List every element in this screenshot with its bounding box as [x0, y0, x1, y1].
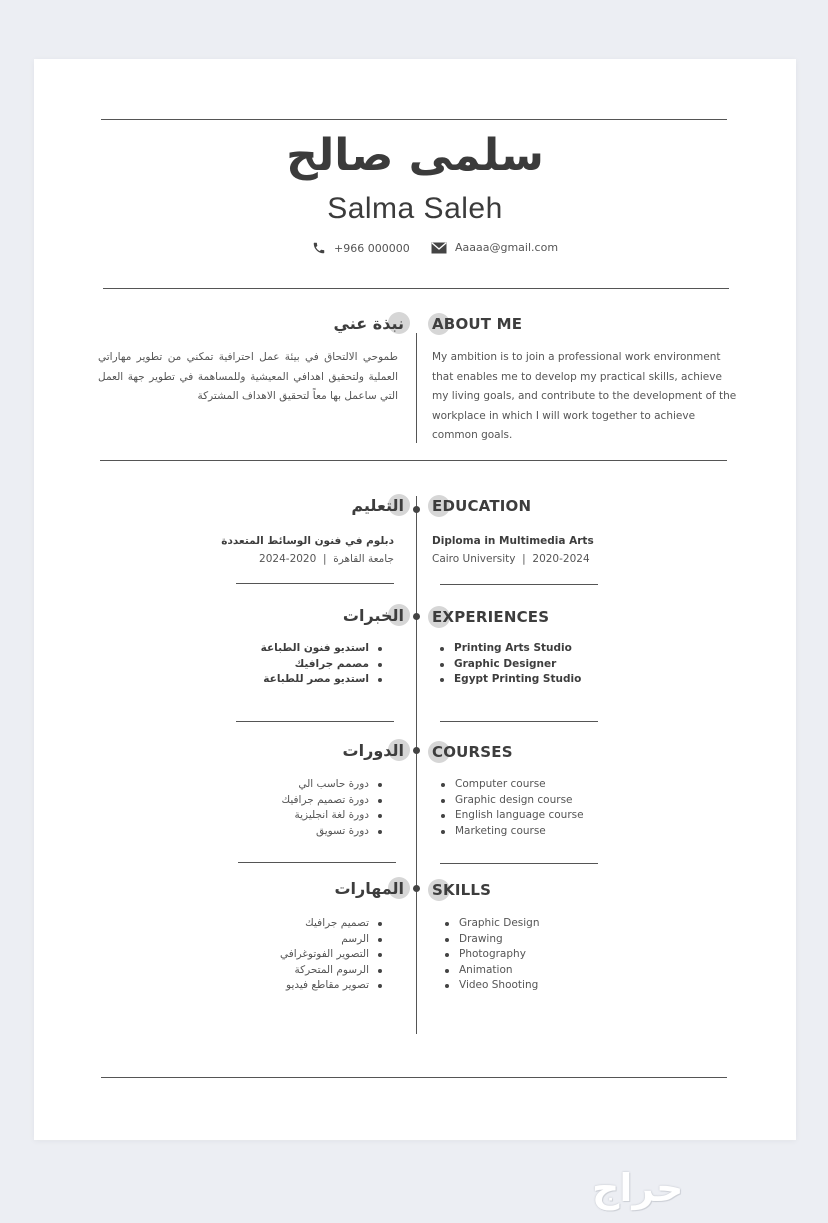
list-item: Drawing	[443, 932, 540, 948]
timeline-dot	[413, 506, 420, 513]
school-en: Cairo University | 2020-2024	[432, 553, 590, 565]
bottom-divider	[101, 1077, 727, 1078]
list-item: دورة تسويق	[282, 824, 385, 840]
education-title-ar: التعليم	[351, 496, 404, 515]
list-item: English language course	[439, 808, 584, 824]
resume-page	[34, 59, 796, 1140]
list-item: تصوير مقاطع فيديو	[280, 978, 384, 994]
divider	[236, 721, 394, 722]
email-contact	[431, 241, 558, 254]
degree-ar: دبلوم في فنون الوسائط المتعددة	[221, 535, 394, 547]
courses-title-ar: الدورات	[343, 741, 404, 760]
list-item: Animation	[443, 963, 540, 979]
about-title-ar: نبذة عني	[334, 314, 404, 333]
list-item: Computer course	[439, 777, 584, 793]
list-item: Graphic Design	[443, 916, 540, 932]
timeline-dot	[413, 747, 420, 754]
skills-list-ar	[280, 916, 384, 994]
list-item: Graphic Designer	[438, 657, 581, 673]
degree-en: Diploma in Multimedia Arts	[432, 535, 594, 547]
experiences-title-en: EXPERIENCES	[432, 608, 549, 626]
name-english: Salma Saleh	[327, 192, 503, 225]
header-divider	[103, 288, 729, 289]
name-arabic: سلمى صالح	[286, 130, 544, 181]
experiences-list-en	[438, 641, 581, 688]
experiences-list-ar	[261, 641, 384, 688]
list-item: دورة تصميم جرافيك	[282, 793, 385, 809]
list-item: Photography	[443, 947, 540, 963]
about-bottom-divider	[100, 460, 727, 461]
divider	[440, 863, 598, 864]
list-item: Graphic design course	[439, 793, 584, 809]
education-title-en: EDUCATION	[432, 497, 531, 515]
timeline-dot	[413, 613, 420, 620]
experiences-title-ar: الخبرات	[343, 606, 404, 625]
list-item: تصميم جرافيك	[280, 916, 384, 932]
list-item: استديو فنون الطباعة	[261, 641, 384, 657]
about-text-en: My ambition is to join a professional work environment that enables me to develop my practical skills, achieve my living goals, and contribute to the development of the workplace in which I will work together to achieve common goals.	[432, 351, 737, 441]
envelope-icon	[431, 242, 447, 254]
list-item: استديو مصر للطباعة	[261, 672, 384, 688]
skills-title-ar: المهارات	[334, 879, 404, 898]
list-item: Marketing course	[439, 824, 584, 840]
about-title-en: ABOUT ME	[432, 315, 522, 333]
divider	[236, 583, 394, 584]
timeline-dot	[413, 885, 420, 892]
about-divider	[416, 333, 417, 443]
email-address: Aaaaa@gmail.com	[455, 241, 559, 254]
top-divider	[101, 119, 727, 120]
school-ar: جامعة القاهرة | 2020-2024	[259, 553, 394, 565]
phone-contact	[312, 241, 410, 255]
list-item: Egypt Printing Studio	[438, 672, 581, 688]
list-item: الرسوم المتحركة	[280, 963, 384, 979]
list-item: دورة لغة انجليزية	[282, 808, 385, 824]
list-item: الرسم	[280, 932, 384, 948]
phone-number: +966 000000	[334, 241, 410, 255]
list-item: Video Shooting	[443, 978, 540, 994]
timeline-line	[416, 496, 417, 1034]
list-item: Printing Arts Studio	[438, 641, 581, 657]
skills-title-en: SKILLS	[432, 881, 491, 899]
phone-icon	[312, 241, 326, 255]
list-item: التصوير الفوتوغرافي	[280, 947, 384, 963]
divider	[440, 721, 598, 722]
about-text-ar: طموحي الالتحاق في بيئة عمل احترافية تمكني من تطوير مهاراتي العملية ولتحقيق اهدافي المعيشية وللمساهمة في تطوير جهة العمل التي ساعمل بها معاً لتحقيق الاهداف المشتركة	[98, 351, 398, 402]
list-item: مصمم جرافيك	[261, 657, 384, 673]
divider	[440, 584, 598, 585]
list-item: دورة حاسب الي	[282, 777, 385, 793]
skills-list-en	[443, 916, 540, 994]
divider	[238, 862, 396, 863]
courses-list-en	[439, 777, 584, 839]
watermark-logo: حراج	[592, 1166, 684, 1210]
courses-list-ar	[282, 777, 385, 839]
courses-title-en: COURSES	[432, 743, 513, 761]
